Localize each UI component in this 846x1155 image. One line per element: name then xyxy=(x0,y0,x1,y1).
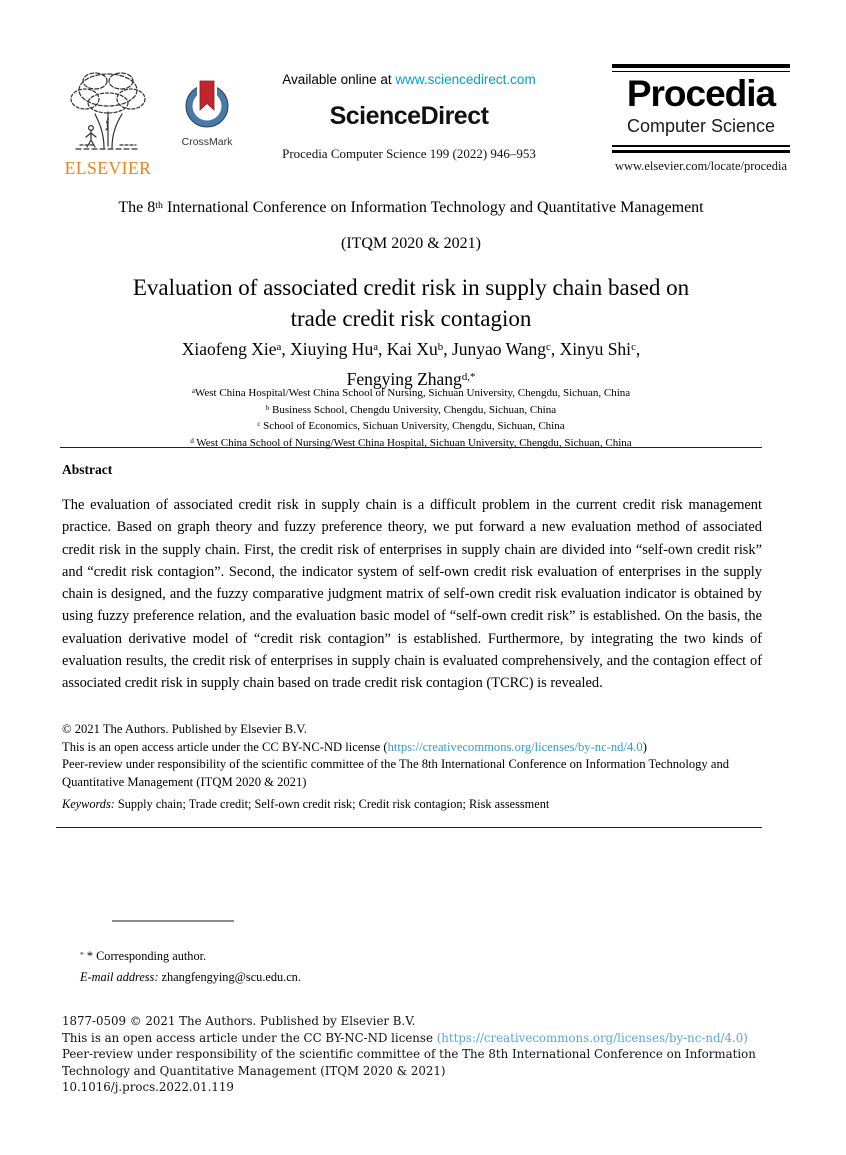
affiliation: $^a$West China Hospital/West China School of Nursing, Sichuan University, Chengdu, Sichuan, China xyxy=(191,387,631,399)
copyright-line: © 2021 The Authors. Published by Elsevier B.V. xyxy=(62,722,307,736)
copyright-block xyxy=(62,721,784,791)
abstract-text: The evaluation of associated credit risk in supply chain is a difficult problem in the current credit risk management practice. Based on graph theory and fuzzy preference theory, we put forward a new evaluation method of associated credit risk in the supply chain. First, the credit risk of enterprises in supply chain are divided into “self-own credit risk” and “credit risk contagion”. Second, the indicator system of self-own credit risk evaluation of enterprises in the supply chain is designed, and the fuzzy comparative judgment matrix of self-own credit risk evaluation indicator is obtained by using fuzzy preference relation, and the evaluation basic model of “self-own credit risk” is established. On the basis, the evaluation derivative model of “credit risk contagion” is established. Furthermore, by integrating the two kinds of evaluation results, the credit risk of enterprises in supply chain is evaluated comprehensively, and the contagion effect of associated credit risk in supply chain based on trade credit risk contagion (TCRC) is revealed. xyxy=(62,497,762,692)
title-line2: trade credit risk contagion xyxy=(290,306,532,331)
email-line xyxy=(80,968,680,988)
footnote-marker: * xyxy=(80,949,84,959)
header-center xyxy=(248,72,570,162)
crossmark-badge[interactable] xyxy=(170,80,244,148)
crossmark-icon xyxy=(183,117,231,134)
license-line xyxy=(62,739,784,757)
footer-peer-review-line: Peer-review under responsibility of the scientific committee of the The 8th International Conference on Information Technology and Quantitative Management (ITQM 2020 & 2021) xyxy=(62,1047,756,1078)
procedia-rule-top-thin xyxy=(612,71,790,73)
footer-cc-license-link[interactable]: (https://creativecommons.org/licenses/by-nc-nd/4.0) xyxy=(436,1030,748,1045)
issn-line: 1877-0509 © 2021 The Authors. Published by Elsevier B.V. xyxy=(62,1014,416,1028)
conference-line1-pre: The 8 xyxy=(118,199,156,216)
peer-review-line: Peer-review under responsibility of the scientific committee of the The 8th International Conference on Information Technology and Quantitative Management (ITQM 2020 & 2021) xyxy=(62,757,730,789)
footer-license-pre: This is an open access article under the CC BY-NC-ND license xyxy=(62,1030,437,1045)
crossmark-label: CrossMark xyxy=(181,136,233,148)
procedia-url: www.elsevier.com/locate/procedia xyxy=(614,159,788,174)
keywords-text: Supply chain; Trade credit; Self-own credit risk; Credit risk contagion; Risk assessment xyxy=(114,797,550,811)
procedia-rule-bottom-thin xyxy=(612,145,790,147)
cc-license-link[interactable]: https://creativecommons.org/licenses/by-nc-nd/4.0 xyxy=(387,739,643,754)
page-title xyxy=(60,272,762,334)
affiliation: $^c$ School of Economics, Sichuan University, Chengdu, Sichuan, China xyxy=(257,420,565,433)
footnote-block xyxy=(80,947,680,987)
divider-bottom xyxy=(56,827,762,828)
footnote-rule xyxy=(112,920,234,922)
elsevier-logo xyxy=(52,68,164,179)
corresponding-author-text: * Corresponding author. xyxy=(83,949,207,963)
divider-top xyxy=(60,447,762,448)
keywords-line xyxy=(62,797,772,812)
elsevier-tree-icon xyxy=(60,139,156,156)
license-pre: This is an open access article under the CC BY-NC-ND license ( xyxy=(62,739,388,754)
affiliation: $^b$ Business School, Chengdu University, Chengdu, Sichuan, China xyxy=(265,403,557,416)
procedia-rule-top-thick xyxy=(612,64,790,68)
conference-line1-post: International Conference on Information Technology and Quantitative Management xyxy=(162,199,704,216)
doi-line: 10.1016/j.procs.2022.01.119 xyxy=(62,1080,234,1095)
corresponding-author-line xyxy=(80,947,680,968)
conference-heading xyxy=(60,198,762,254)
procedia-subtitle: Computer Science xyxy=(626,116,776,137)
email-value: zhangfengying@scu.edu.cn. xyxy=(158,969,301,984)
procedia-rule-bottom-thick xyxy=(612,150,790,154)
available-online-line xyxy=(248,72,570,87)
imprint-block xyxy=(62,1013,796,1096)
title-line1: Evaluation of associated credit risk in supply chain based on xyxy=(132,275,690,300)
email-label: E-mail address: xyxy=(80,969,159,984)
affiliation: $^d$ West China School of Nursing/West China Hospital, Sichuan University, Chengdu, Sichuan, China xyxy=(190,436,632,449)
conference-line1 xyxy=(60,198,762,220)
authors-line-1: Xiaofeng Xie$^a$, Xiuying Hu$^a$, Kai Xu$^b$, Junyao Wang$^c$, Xinyu Shi$^c$, xyxy=(181,339,641,359)
procedia-logo-box xyxy=(612,64,790,174)
journal-reference: Procedia Computer Science 199 (2022) 946–953 xyxy=(282,146,536,161)
license-post: ) xyxy=(642,739,647,754)
authors-line-2: Fengying Zhang$^{d,*}$ xyxy=(346,369,476,389)
footer-license-line xyxy=(62,1030,796,1047)
procedia-title: Procedia xyxy=(626,73,776,115)
sciencedirect-wordmark: ScienceDirect xyxy=(329,102,489,130)
elsevier-wordmark: ELSEVIER xyxy=(64,158,152,178)
abstract-heading: Abstract xyxy=(62,462,113,477)
affiliation-list xyxy=(60,386,762,452)
conference-line1-sup: th xyxy=(155,199,163,211)
conference-line2: (ITQM 2020 & 2021) xyxy=(341,235,481,252)
sciencedirect-link[interactable]: www.sciencedirect.com xyxy=(395,72,536,87)
available-online-text: Available online at xyxy=(282,72,396,87)
keywords-label: Keywords: xyxy=(62,797,115,811)
